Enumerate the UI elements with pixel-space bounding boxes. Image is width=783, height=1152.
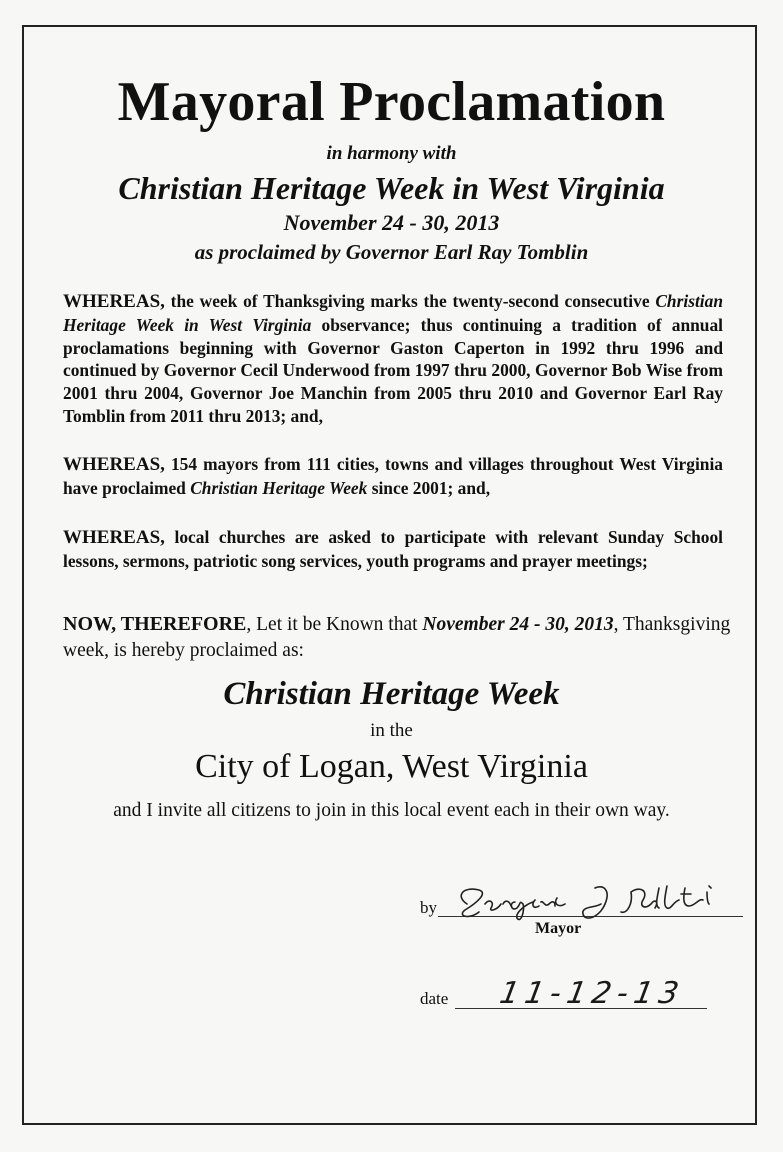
- mayor-label: Mayor: [535, 920, 582, 937]
- whereas-lead: WHEREAS,: [63, 527, 165, 548]
- invite-line: and I invite all citizens to join in this local event each in their own way.: [113, 800, 670, 821]
- event-dates: November 24 - 30, 2013: [283, 210, 500, 235]
- whereas-text: 154 mayors from 111 cities, towns and villages throughout West Virginia have proclaimed: [63, 454, 723, 498]
- now-text: , Thanksgiving week, is hereby proclaimed as:: [63, 614, 731, 661]
- in-the-label: in the: [370, 720, 413, 741]
- handwritten-date: 11-12-13: [496, 976, 688, 1011]
- whereas-text: the week of Thanksgiving marks the twenty-second consecutive: [164, 291, 656, 311]
- by-label: by: [420, 898, 437, 917]
- whereas-paragraph-3: [63, 526, 723, 573]
- whereas-text: since 2001; and,: [367, 477, 491, 498]
- whereas-italic: Christian Heritage Week: [190, 477, 368, 498]
- proclaimed-by-line: as proclaimed by Governor Earl Ray Tomblin: [194, 240, 589, 264]
- whereas-italic: Christian Heritage Week in West Virginia: [63, 291, 723, 335]
- whereas-paragraph-2: [63, 453, 723, 500]
- harmony-line: in harmony with: [326, 143, 457, 164]
- page-title: Mayoral Proclamation: [117, 71, 666, 133]
- whereas-text: local churches are asked to participate with relevant Sunday School lessons, sermons, patriotic song services, youth programs and prayer meetings;: [63, 527, 723, 571]
- now-text: , Let it be Known that: [246, 614, 423, 635]
- event-title: Christian Heritage Week in West Virginia: [118, 170, 665, 206]
- now-dates: November 24 - 30, 2013: [422, 614, 614, 635]
- now-therefore-paragraph: [63, 611, 743, 664]
- whereas-lead: WHEREAS,: [63, 291, 165, 312]
- mayor-signature: [445, 874, 765, 934]
- whereas-paragraph-1: [63, 290, 723, 428]
- whereas-text: observance; thus continuing a tradition of annual proclamations beginning with Governor Gaston Caperton in 1992 thru 1996 and continued by Governor Cecil Underwood from 1997 thru 2000, Governor Bob Wise from 2001 thru 2004, Governor Joe Manchin from 2005 thru 2010 and Governor Earl Ray Tomblin from 2011 thru 2013; and,: [63, 314, 723, 426]
- proclaimed-week: Christian Heritage Week: [223, 676, 560, 712]
- date-label: date: [420, 989, 449, 1008]
- city-name: City of Logan, West Virginia: [195, 748, 588, 785]
- whereas-lead: WHEREAS,: [63, 454, 165, 475]
- now-therefore-lead: NOW, THEREFORE: [63, 613, 247, 635]
